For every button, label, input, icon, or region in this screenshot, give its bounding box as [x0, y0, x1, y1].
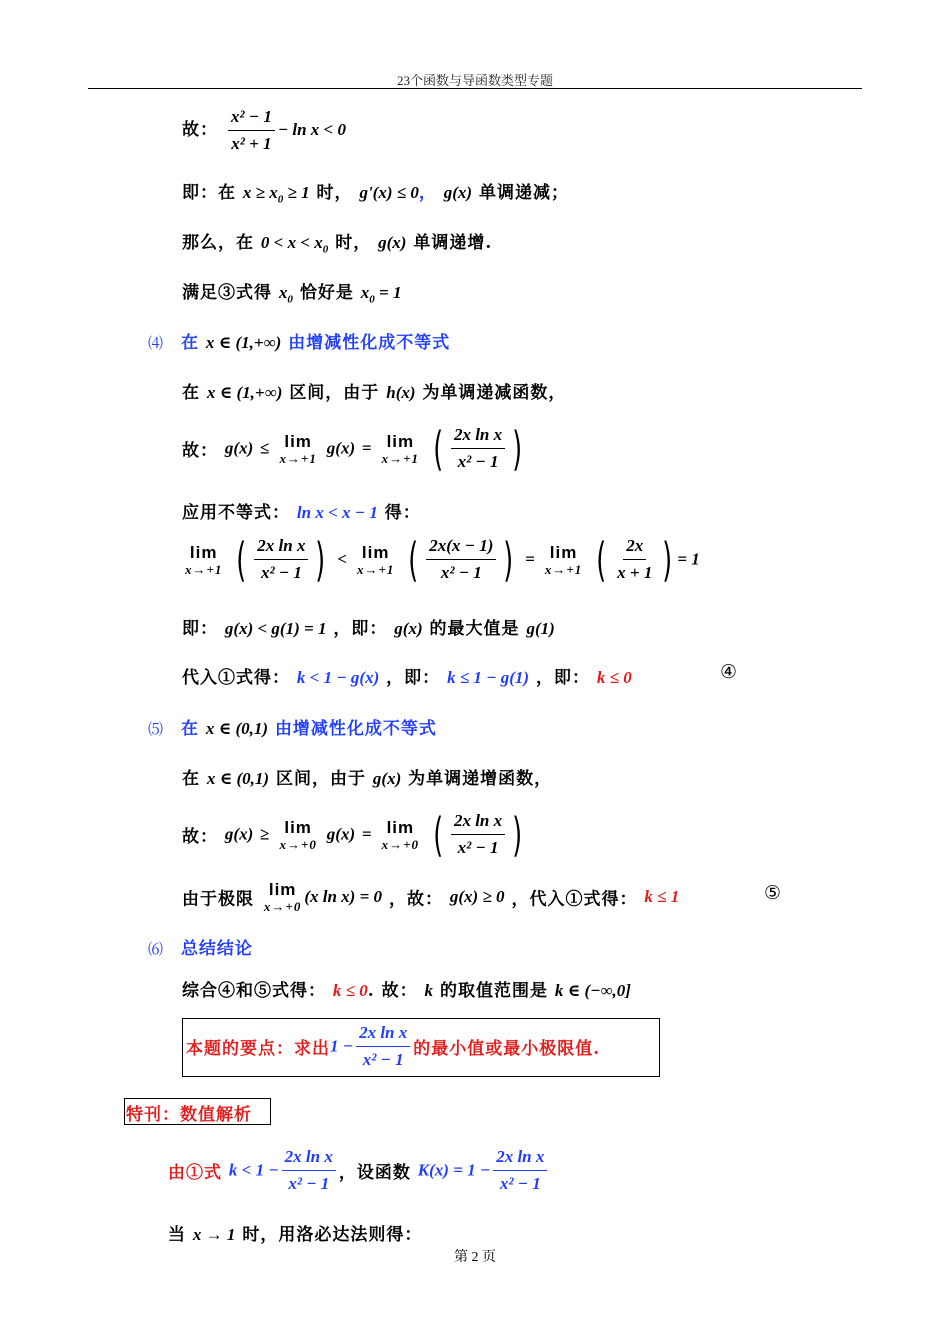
- limit: [357, 543, 394, 577]
- symbol: ≥: [260, 824, 270, 844]
- math-inequality: k < 1 −: [228, 1160, 279, 1180]
- math-inequality: k ≤ 1 − g(1): [447, 668, 530, 687]
- limit-subscript: x→+1: [381, 450, 420, 466]
- fraction: [451, 424, 505, 473]
- limit-subscript: x→+1: [356, 561, 395, 577]
- page-header: 23个函数与导函数类型专题: [396, 73, 553, 88]
- fraction-numerator: 2x: [623, 535, 646, 560]
- key-point-text: [186, 1022, 600, 1071]
- limit-word: lim: [386, 431, 415, 451]
- math-interval: x ∈ (1,+∞): [206, 383, 283, 402]
- text: ，故：: [388, 889, 443, 910]
- line-conclusion: [182, 976, 631, 1001]
- parenthesized-fraction: ( $\frac{\text{2x ln x}}{\text{x² − 1}}$ ): [433, 421, 523, 476]
- section-5-heading: [148, 714, 437, 739]
- limit-subscript: x→+0: [381, 836, 420, 852]
- text: 为单调递减函数，: [422, 383, 567, 403]
- line-limit-upper: [182, 421, 527, 476]
- text: 区间，由于: [289, 383, 380, 403]
- math-gx: g(x): [326, 438, 356, 458]
- math-k: k: [424, 981, 434, 1000]
- line-h-decreasing: [182, 378, 566, 403]
- section-4-heading: [148, 328, 450, 353]
- line-substitute-5: [182, 880, 679, 914]
- text: 代入①式得：: [182, 668, 290, 688]
- limit: [279, 818, 316, 852]
- text: 在: [182, 383, 200, 403]
- parenthesized-fraction: ( $\frac{2x}{x + 1}$ ): [596, 532, 674, 587]
- math-gx: g(x): [224, 824, 254, 844]
- limit: [382, 818, 419, 852]
- text: 得：: [384, 503, 421, 523]
- fraction: [451, 810, 505, 859]
- symbol: =: [525, 549, 535, 569]
- math-hx: h(x): [386, 383, 416, 402]
- inequality-tail: − ln x < 0: [277, 120, 346, 139]
- text: 为单调递增函数，: [408, 769, 553, 789]
- math-condition: ≥ 1: [283, 183, 310, 202]
- fraction: [493, 1146, 547, 1195]
- text: 时，: [316, 183, 353, 203]
- text: ，: [418, 183, 437, 203]
- fraction: [614, 535, 655, 584]
- parenthesized-fraction: ( $\frac{\text{2x ln x}}{\text{x² − 1}}$ ): [433, 807, 523, 862]
- subscript: 0: [287, 293, 293, 306]
- text: ，代入①式得：: [511, 889, 638, 910]
- math-limit: x → 1: [192, 1225, 236, 1244]
- math-x: x: [360, 283, 370, 302]
- parenthesized-fraction: ( $\frac{\text{2x ln x}}{\text{x² − 1}}$ ): [236, 532, 327, 587]
- text: 恰好是: [299, 283, 354, 303]
- line-increasing: [182, 228, 492, 255]
- fraction: [254, 535, 308, 584]
- limit: [279, 432, 316, 466]
- line-substitute-4: [182, 663, 632, 688]
- fraction-denominator: x² − 1: [457, 452, 499, 471]
- math-gx: g(x): [443, 183, 473, 202]
- fraction-numerator: 2x ln x: [356, 1022, 410, 1047]
- subscript: 0: [322, 243, 329, 256]
- text: 即：: [182, 619, 218, 639]
- text: ，即：: [535, 668, 590, 688]
- section-6-heading: [148, 934, 253, 959]
- fraction-denominator: x² + 1: [231, 134, 272, 153]
- fraction: [356, 1022, 410, 1071]
- fraction-denominator: x² − 1: [362, 1050, 404, 1069]
- subscript: 0: [277, 193, 284, 206]
- line-max-value: [182, 614, 555, 639]
- math-limit-value: (x ln x) = 0: [304, 887, 383, 906]
- line-decreasing: [182, 178, 569, 205]
- math-gx: g(x): [378, 233, 407, 252]
- limit-subscript: x→+1: [185, 561, 223, 577]
- line-x0: [182, 278, 401, 305]
- math-value: = 1: [374, 283, 402, 302]
- fraction-numerator: 2x ln x: [254, 535, 308, 560]
- fraction-denominator: x² − 1: [288, 1174, 330, 1193]
- math-range: k ∈ (−∞,0]: [554, 981, 631, 1000]
- math-K-definition: K(x) = 1 −: [417, 1160, 491, 1180]
- label-gu: 故：: [182, 827, 218, 847]
- symbol: =: [362, 438, 372, 458]
- math-condition: 0 < x < x: [260, 233, 323, 252]
- line-limit-lower: [182, 807, 527, 862]
- math-inequality: k < 1 − g(x): [296, 668, 380, 687]
- fraction-numerator: x² − 1: [228, 106, 275, 131]
- limit-word: lim: [386, 817, 415, 837]
- math-gx: g(x): [394, 619, 423, 638]
- symbol: ≤: [260, 438, 270, 458]
- text: 应用不等式：: [182, 503, 290, 523]
- limit-word: lim: [284, 817, 312, 837]
- limit-word: lim: [284, 431, 312, 451]
- text: ，即：: [386, 668, 441, 688]
- math-inequality: g(x) ≥ 0: [449, 887, 505, 906]
- math-gx: g(x): [224, 438, 254, 458]
- limit-word: lim: [549, 542, 578, 562]
- math-result: k ≤ 0: [332, 981, 368, 1000]
- line-g-increasing: [182, 764, 552, 789]
- fraction-numerator: 2x ln x: [282, 1146, 336, 1171]
- text: . 故：: [367, 981, 418, 1001]
- equation-tag-4: ④: [720, 661, 738, 683]
- text: 在: [182, 769, 200, 789]
- limit: [264, 880, 301, 914]
- math-value: = 1: [677, 549, 700, 569]
- math-interval: x ∈ (1,+∞): [205, 333, 282, 352]
- text: 区间，由于: [276, 769, 366, 789]
- limit-subscript: x→+1: [544, 561, 583, 577]
- limit: [545, 543, 582, 577]
- text: 本题的要点：求出: [186, 1039, 330, 1059]
- fraction: [426, 535, 496, 584]
- limit-subscript: x→+0: [279, 836, 317, 852]
- symbol: =: [362, 824, 372, 844]
- line-define-K: [168, 1146, 550, 1195]
- fraction-denominator: x² − 1: [499, 1174, 541, 1193]
- text: 时，用洛必达法则得：: [242, 1225, 423, 1245]
- limit: [382, 432, 419, 466]
- text: 那么，在: [182, 233, 254, 253]
- fraction-denominator: x² − 1: [260, 563, 302, 582]
- math-interval: x ∈ (0,1): [205, 719, 269, 738]
- label-gu: 故：: [182, 441, 218, 461]
- section-number: ⑷: [148, 334, 165, 352]
- section-number: ⑸: [148, 720, 165, 738]
- math-gx: g(x): [372, 769, 402, 788]
- special-heading: 特刊：数值解析: [126, 1105, 252, 1125]
- line-apply-inequality: [182, 498, 421, 523]
- limit-word: lim: [189, 542, 218, 562]
- text: 由增减性化成不等式: [274, 719, 437, 739]
- text: ，即：: [333, 619, 388, 639]
- limit-subscript: x→+0: [263, 899, 302, 914]
- subscript: 0: [369, 293, 375, 306]
- text: 当: [168, 1225, 186, 1245]
- limit-subscript: x→+1: [279, 450, 317, 466]
- section-number: ⑹: [148, 940, 165, 958]
- parenthesized-fraction: ( $\frac{2x(x - 1)}{\text{x² − 1}}$ ): [408, 532, 515, 587]
- math-interval: x ∈ (0,1): [206, 769, 270, 788]
- label-gu: 故：: [182, 120, 218, 140]
- text: 由于极限: [182, 889, 254, 910]
- fraction-numerator: 2x ln x: [493, 1146, 547, 1171]
- math-x: x: [278, 283, 288, 302]
- limit-word: lim: [268, 880, 297, 899]
- math-result: k ≤ 0: [596, 668, 632, 687]
- limit: [185, 543, 222, 577]
- math-inequality: g(x) < g(1) = 1: [224, 619, 327, 638]
- text: 的最大值是: [429, 619, 520, 639]
- math-condition: x ≥ x: [242, 183, 278, 202]
- text: 在: [180, 719, 199, 739]
- text: 单调递减；: [479, 183, 570, 203]
- header-rule: [88, 88, 862, 89]
- math-result: k ≤ 1: [644, 887, 680, 906]
- fraction-denominator: x + 1: [617, 563, 653, 582]
- fraction-numerator: 2x(x − 1): [426, 535, 496, 560]
- text: 由增减性化成不等式: [288, 333, 451, 353]
- equation-tag-5: ⑤: [764, 882, 782, 904]
- text: 在: [180, 333, 199, 353]
- symbol: <: [337, 549, 348, 569]
- fraction-numerator: 2x ln x: [451, 810, 505, 835]
- line-limit-chain: [182, 532, 700, 587]
- text: 满足③式得: [182, 283, 272, 303]
- math-gx: g(x): [326, 824, 356, 844]
- text: 即：在: [182, 183, 236, 203]
- fraction-denominator: x² − 1: [457, 838, 499, 857]
- fraction-denominator: x² − 1: [440, 563, 482, 582]
- text: 时，: [335, 233, 372, 253]
- text: 总结结论: [180, 939, 253, 959]
- math-g1: g(1): [526, 619, 555, 638]
- fraction: [228, 106, 275, 155]
- text: 单调递增.: [413, 233, 493, 253]
- text: 的最小值或最小极限值.: [413, 1039, 601, 1059]
- text: 综合④和⑤式得：: [182, 981, 326, 1001]
- line-lhopital: [168, 1220, 422, 1245]
- text: ，设函数: [338, 1163, 411, 1183]
- fraction-numerator: 2x ln x: [451, 424, 505, 449]
- text: 的取值范围是: [439, 981, 548, 1001]
- math-derivative: g'(x) ≤ 0: [359, 183, 419, 202]
- text: 由①式: [168, 1163, 222, 1183]
- limit-word: lim: [361, 542, 390, 562]
- math-inequality: ln x < x − 1: [296, 503, 378, 522]
- line-gu-fraction: [182, 106, 346, 155]
- page-footer: 第 2 页: [454, 1250, 496, 1265]
- math-one-minus: 1 −: [330, 1036, 354, 1056]
- fraction: [282, 1146, 336, 1195]
